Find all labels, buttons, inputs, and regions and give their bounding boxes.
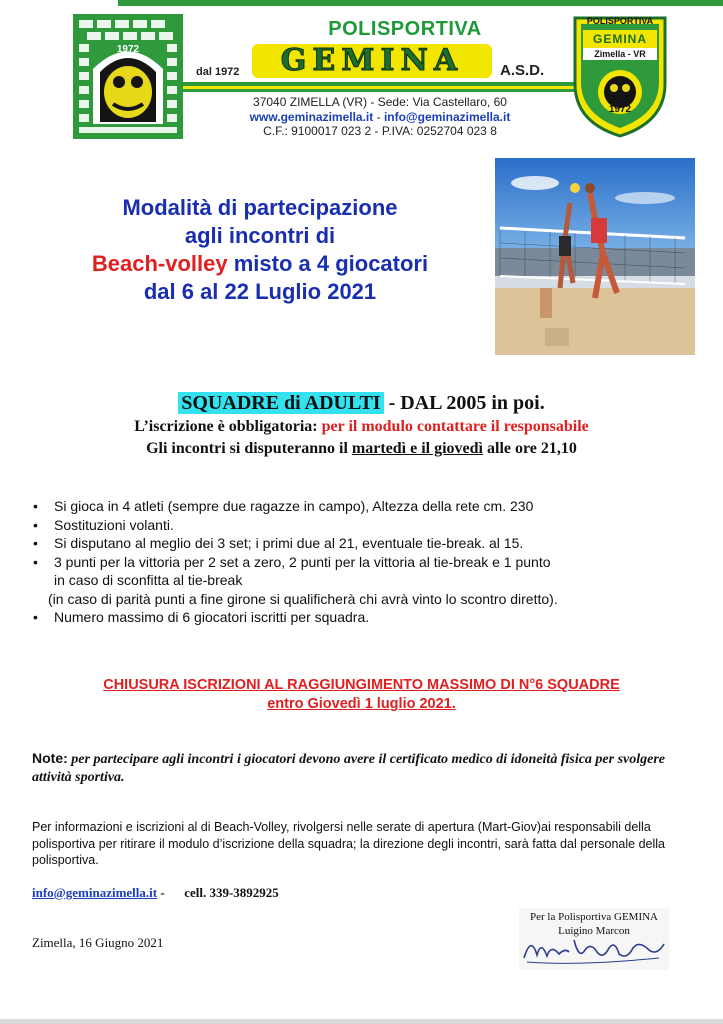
header-email-link[interactable]: info@geminazimella.it	[383, 110, 511, 124]
badge-top: POLISPORTIVA	[586, 16, 654, 26]
note-text: per partecipare agli incontri i giocatori devono avere il certificato medico di idoneità fisica per svolgere attività sportiva.	[32, 752, 666, 785]
event-title	[40, 194, 480, 306]
left-logo-year: 1972	[116, 44, 140, 55]
rule-item-note: (in caso di parità punti a fine girone si qualificherà chi avrà vinto lo scontro diretto).	[48, 590, 558, 607]
info-paragraph: Per informazioni e iscrizioni al di Beach-Volley, rivolgersi nelle serate di apertura (Mart-Giov)ai responsabili della polisportiva per ritirare il modulo d’iscrizione della squadra; la direzione degli incontri, sarà fatta dal personale della polisportiva.	[32, 820, 665, 867]
badge-place: Zimella - VR	[594, 49, 646, 59]
beach-volley-photo	[495, 158, 695, 355]
org-since: dal 1972	[196, 66, 240, 78]
org-heading: POLISPORTIVA	[328, 18, 482, 40]
note-label: Note:	[32, 750, 68, 766]
website-link[interactable]: www.geminazimella.it	[249, 110, 374, 124]
rule-item: • Si disputano al meglio dei 3 set; i primi due al 21, eventuale tie-break. al 15.	[28, 534, 698, 553]
title-line-3	[40, 250, 480, 278]
schedule-line	[0, 440, 723, 458]
contact-email-link[interactable]: info@geminazimella.it	[32, 885, 158, 900]
org-name: GEMINA	[280, 43, 464, 78]
registration-contact: per il modulo contattare il responsabile	[321, 418, 589, 435]
rules-list	[28, 497, 698, 627]
page-bottom-rule	[0, 1019, 723, 1024]
org-web-line	[200, 110, 560, 124]
registration-closing	[0, 676, 723, 714]
signature-name: Luigino Marcon	[558, 925, 630, 937]
header-top-rule	[118, 0, 723, 6]
org-name-banner	[252, 44, 492, 78]
title-line-2: agli incontri di	[184, 223, 336, 248]
category-highlight: SQUADRE di ADULTI	[178, 392, 383, 414]
org-address: 37040 ZIMELLA (VR) - Sede: Via Castellaro, 60	[253, 95, 507, 109]
header-stripe-green-lower	[118, 89, 578, 92]
closing-line-2: entro Giovedì 1 luglio 2021.	[267, 696, 456, 712]
rule-item: • Si gioca in 4 atleti (sempre due ragazze in campo), Altezza della rete cm. 230	[28, 497, 698, 516]
title-line-4: dal 6 al 22 Luglio 2021	[143, 279, 377, 304]
contact-line	[32, 885, 279, 901]
document-date: Zimella, 16 Giugno 2021	[32, 935, 164, 950]
schedule-days: martedì e il giovedì	[351, 440, 483, 457]
title-beach-volley: Beach-volley	[91, 251, 228, 276]
medical-note	[32, 749, 692, 787]
title-line-3-rest: misto a 4 giocatori	[227, 251, 429, 276]
registration-line	[0, 418, 723, 436]
web-sep: -	[373, 110, 384, 124]
badge-name: GEMINA	[593, 32, 647, 46]
closing-line-1: CHIUSURA ISCRIZIONI AL RAGGIUNGIMENTO MASSIMO DI N°6 SQUADRE	[103, 677, 620, 693]
org-asd: A.S.D.	[500, 62, 545, 79]
category-year: - DAL 2005 in poi.	[383, 392, 545, 414]
title-line-1: Modalità di partecipazione	[122, 195, 398, 220]
rule-item: • 3 punti per la vittoria per 2 set a zero, 2 punti per la vittoria al tie-break e 1 punto	[28, 553, 698, 572]
category-heading	[0, 392, 723, 415]
schedule-time: alle ore 21,10	[483, 440, 577, 457]
schedule-prefix: Gli incontri si disputeranno il	[146, 440, 352, 457]
badge-year: 1972	[608, 104, 632, 115]
contact-sep: -	[157, 885, 185, 900]
contact-phone: cell. 339-3892925	[184, 885, 279, 900]
handwritten-signature-icon	[519, 930, 669, 970]
org-fiscal: C.F.: 9100017 023 2 - P.IVA: 0252704 023 8	[263, 124, 497, 138]
rule-item: • Sostituzioni volanti.	[28, 516, 698, 535]
rule-item-continued: in caso di sconfitta al tie-break	[54, 572, 243, 588]
rule-item: • Numero massimo di 6 giocatori iscritti per squadra.	[28, 608, 698, 627]
signature-org: Per la Polisportiva GEMINA	[529, 911, 658, 923]
registration-mandatory: L’iscrizione è obbligatoria:	[134, 418, 322, 435]
club-logo-left-icon	[73, 14, 183, 139]
